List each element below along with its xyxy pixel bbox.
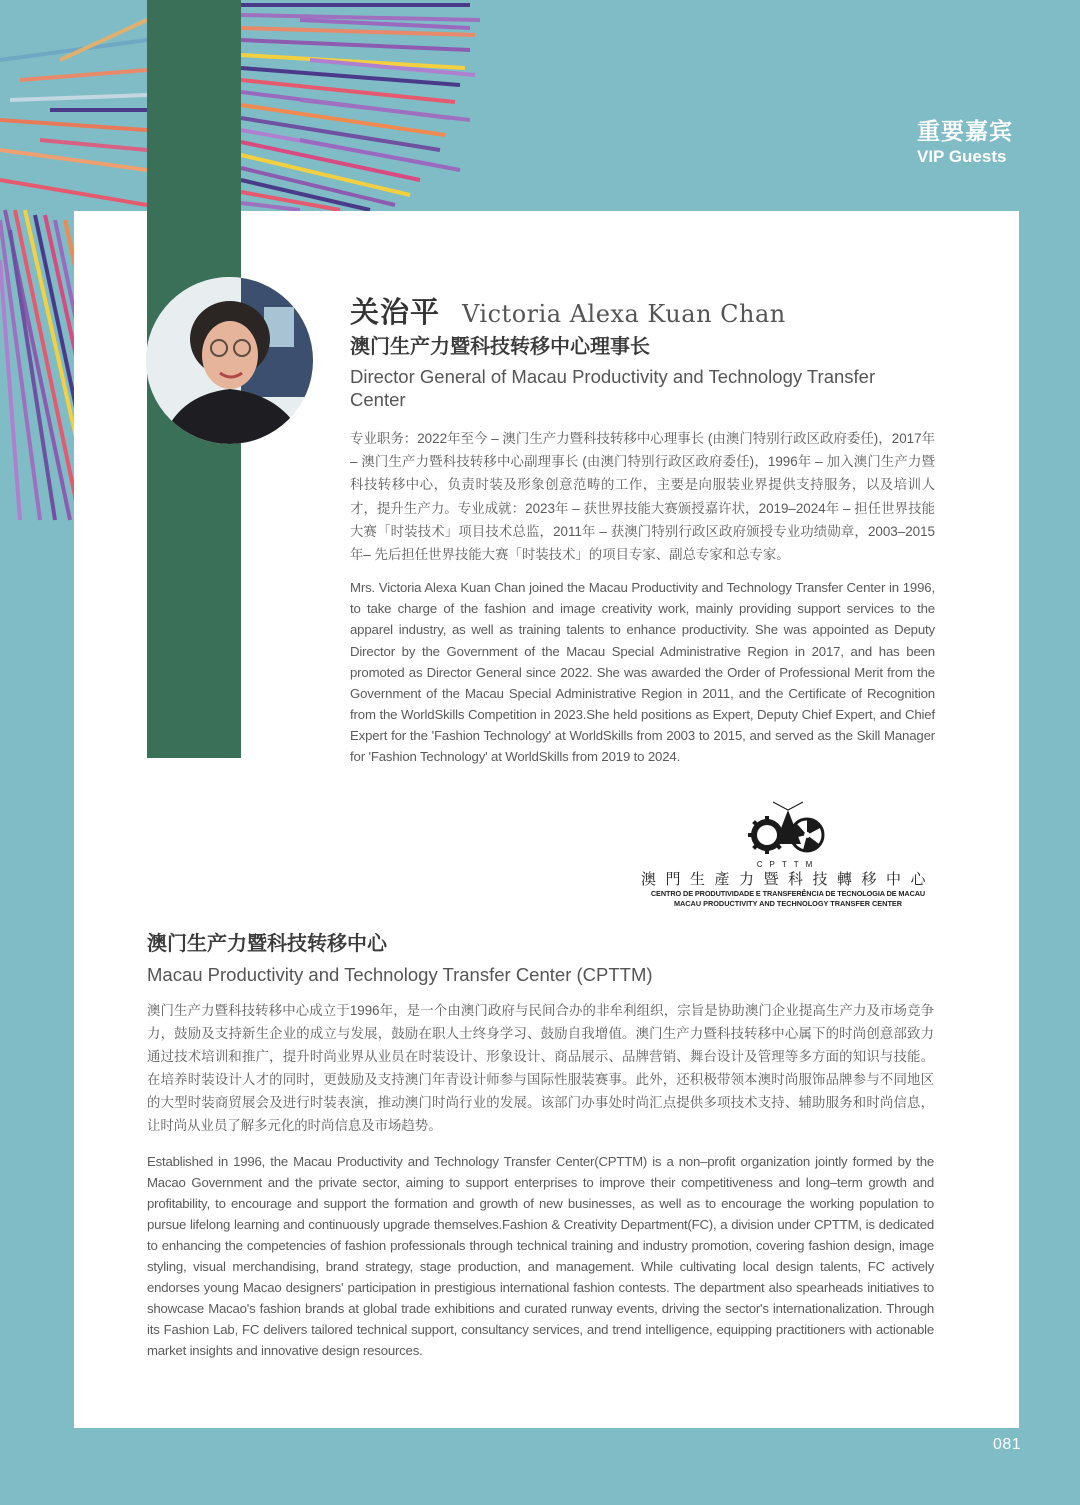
guest-name-row (350, 290, 935, 330)
guest-bio-zh: 专业职务：2022年至今 – 澳门生产力暨科技转移中心理事长 (由澳门特别行政区政府委任)，2017年 – 澳门生产力暨科技转移中心副理事长 (由澳门特别行政区政府委任)，1996年 – 加入澳门生产力暨科技转移中心，负责时装及形象创意范畴的工作，主要是向服装业界提供支持服务，以及培训人才，提升生产力。专业成就：2023年 – 获世界技能大赛颁授嘉许状，2019–2024年 – 担任世界技能大赛「时装技术」项目技术总监，2011年 – 获澳门特别行政区政府颁授专业功绩勋章，2003–2015年– 先后担任世界技能大赛「时装技术」的项目专家、副总专家和总专家。 (350, 431, 935, 563)
section-title-zh: 重要嘉宾 (917, 118, 1013, 144)
guest-name-en: Victoria Alexa Kuan Chan (462, 300, 786, 328)
logo-name-pt: CENTRO DE PRODUTIVIDADE E TRANSFERÊNCIA DE TECNOLOGIA DE MACAU (650, 889, 926, 898)
org-heading-en: Macau Productivity and Technology Transfer Center (CPTTM) (147, 964, 653, 985)
logo-name-en: MACAU PRODUCTIVITY AND TECHNOLOGY TRANSFER CENTER (673, 899, 903, 908)
guest-portrait-photo (146, 277, 313, 444)
guest-profile (350, 290, 935, 767)
guest-title-en: Director General of Macau Productivity and Technology Transfer Center (350, 366, 876, 410)
section-tag (917, 117, 1013, 169)
org-description-en: Established in 1996, the Macau Productivity and Technology Transfer Center(CPTTM) is a non–profit organization jointly formed by the Macao Government and the private sector, aiming to support enterprises to improve their competitiveness and long–term growth and profitability, to encourage and support the formation and growth of new businesses, as well as to encourage the working population to pursue lifelong learning and continuously upgrade themselves.Fashion & Creativity Department(FC), a division under CPTTM, is dedicated to enhancing the competencies of fashion professionals through technical training and industry promotion, covering fashion design, image styling, visual merchandising, brand strategy, stage production, and management. While cultivating local design talents, FC actively endorses young Macao designers' participation in prestigious international fashion contests. The department also spearheads initiatives to showcase Macao's fashion brands at global trade exhibitions and curated runway events, driving the sector's internationalization. Through its Fashion Lab, FC delivers tailored technical support, consultancy services, and trend intelligence, equipping practitioners with actionable market insights and innovative design resources. (147, 1153, 934, 1359)
page-number: 081 (993, 1436, 1022, 1453)
guest-bio-en: Mrs. Victoria Alexa Kuan Chan joined the Macau Productivity and Technology Transfer Center in 1996, to take charge of the fashion and image creativity work, mainly providing support services to the apparel industry, as well as training talents to enhance productivity. She was appointed as Deputy Director by the Government of the Macau Special Administrative Region in 2017, and has been promoted as Director General since 2022. She was awarded the Order of Professional Merit from the Government of the Macau Special Administrative Region in 2011, and the Certificate of Recognition from the WorldSkills Competition in 2023.She held positions as Expert, Deputy Chief Expert, and Chief Expert for the 'Fashion Technology' at WorldSkills from 2003 to 2015, and served as the Skill Manager for 'Fashion Technology' at WorldSkills from 2019 to 2024. (350, 580, 935, 764)
cpttm-gear-logo-icon (743, 800, 833, 862)
guest-title-zh: 澳门生产力暨科技转移中心理事长 (350, 336, 650, 358)
org-heading-zh: 澳门生产力暨科技转移中心 (147, 933, 387, 955)
cpttm-logo (640, 800, 936, 909)
org-description-zh: 澳门生产力暨科技转移中心成立于1996年，是一个由澳门政府与民间合办的非牟利组织，宗旨是协助澳门企业提高生产力及市场竞争力，鼓励及支持新生企业的成立与发展，鼓励在职人士终身学习、鼓励自我增值。澳门生产力暨科技转移中心属下的时尚创意部致力通过技术培训和推广，提升时尚业界从业员在时装设计、形象设计、商品展示、品牌营销、舞台设计及管理等多方面的知识与技能。在培养时装设计人才的同时，更鼓励及支持澳门年青设计师参与国际性服装赛事。此外，还积极带领本澳时尚服饰品牌参与不同地区的大型时装商贸展会及进行时装表演，推动澳门时尚行业的发展。该部门办事处时尚汇点提供多项技术支持、辅助服务和时尚信息，让时尚从业员了解多元化的时尚信息及市场趋势。 (147, 1003, 934, 1134)
organization-section (147, 930, 934, 1362)
logo-acronym: CPTTM (756, 860, 820, 869)
guest-name-zh: 关治平 (350, 297, 441, 329)
portrait-icon (146, 277, 313, 444)
logo-name-zh: 澳門生產力暨科技轉移中心 (640, 871, 935, 888)
section-title-en: VIP Guests (917, 147, 1007, 166)
